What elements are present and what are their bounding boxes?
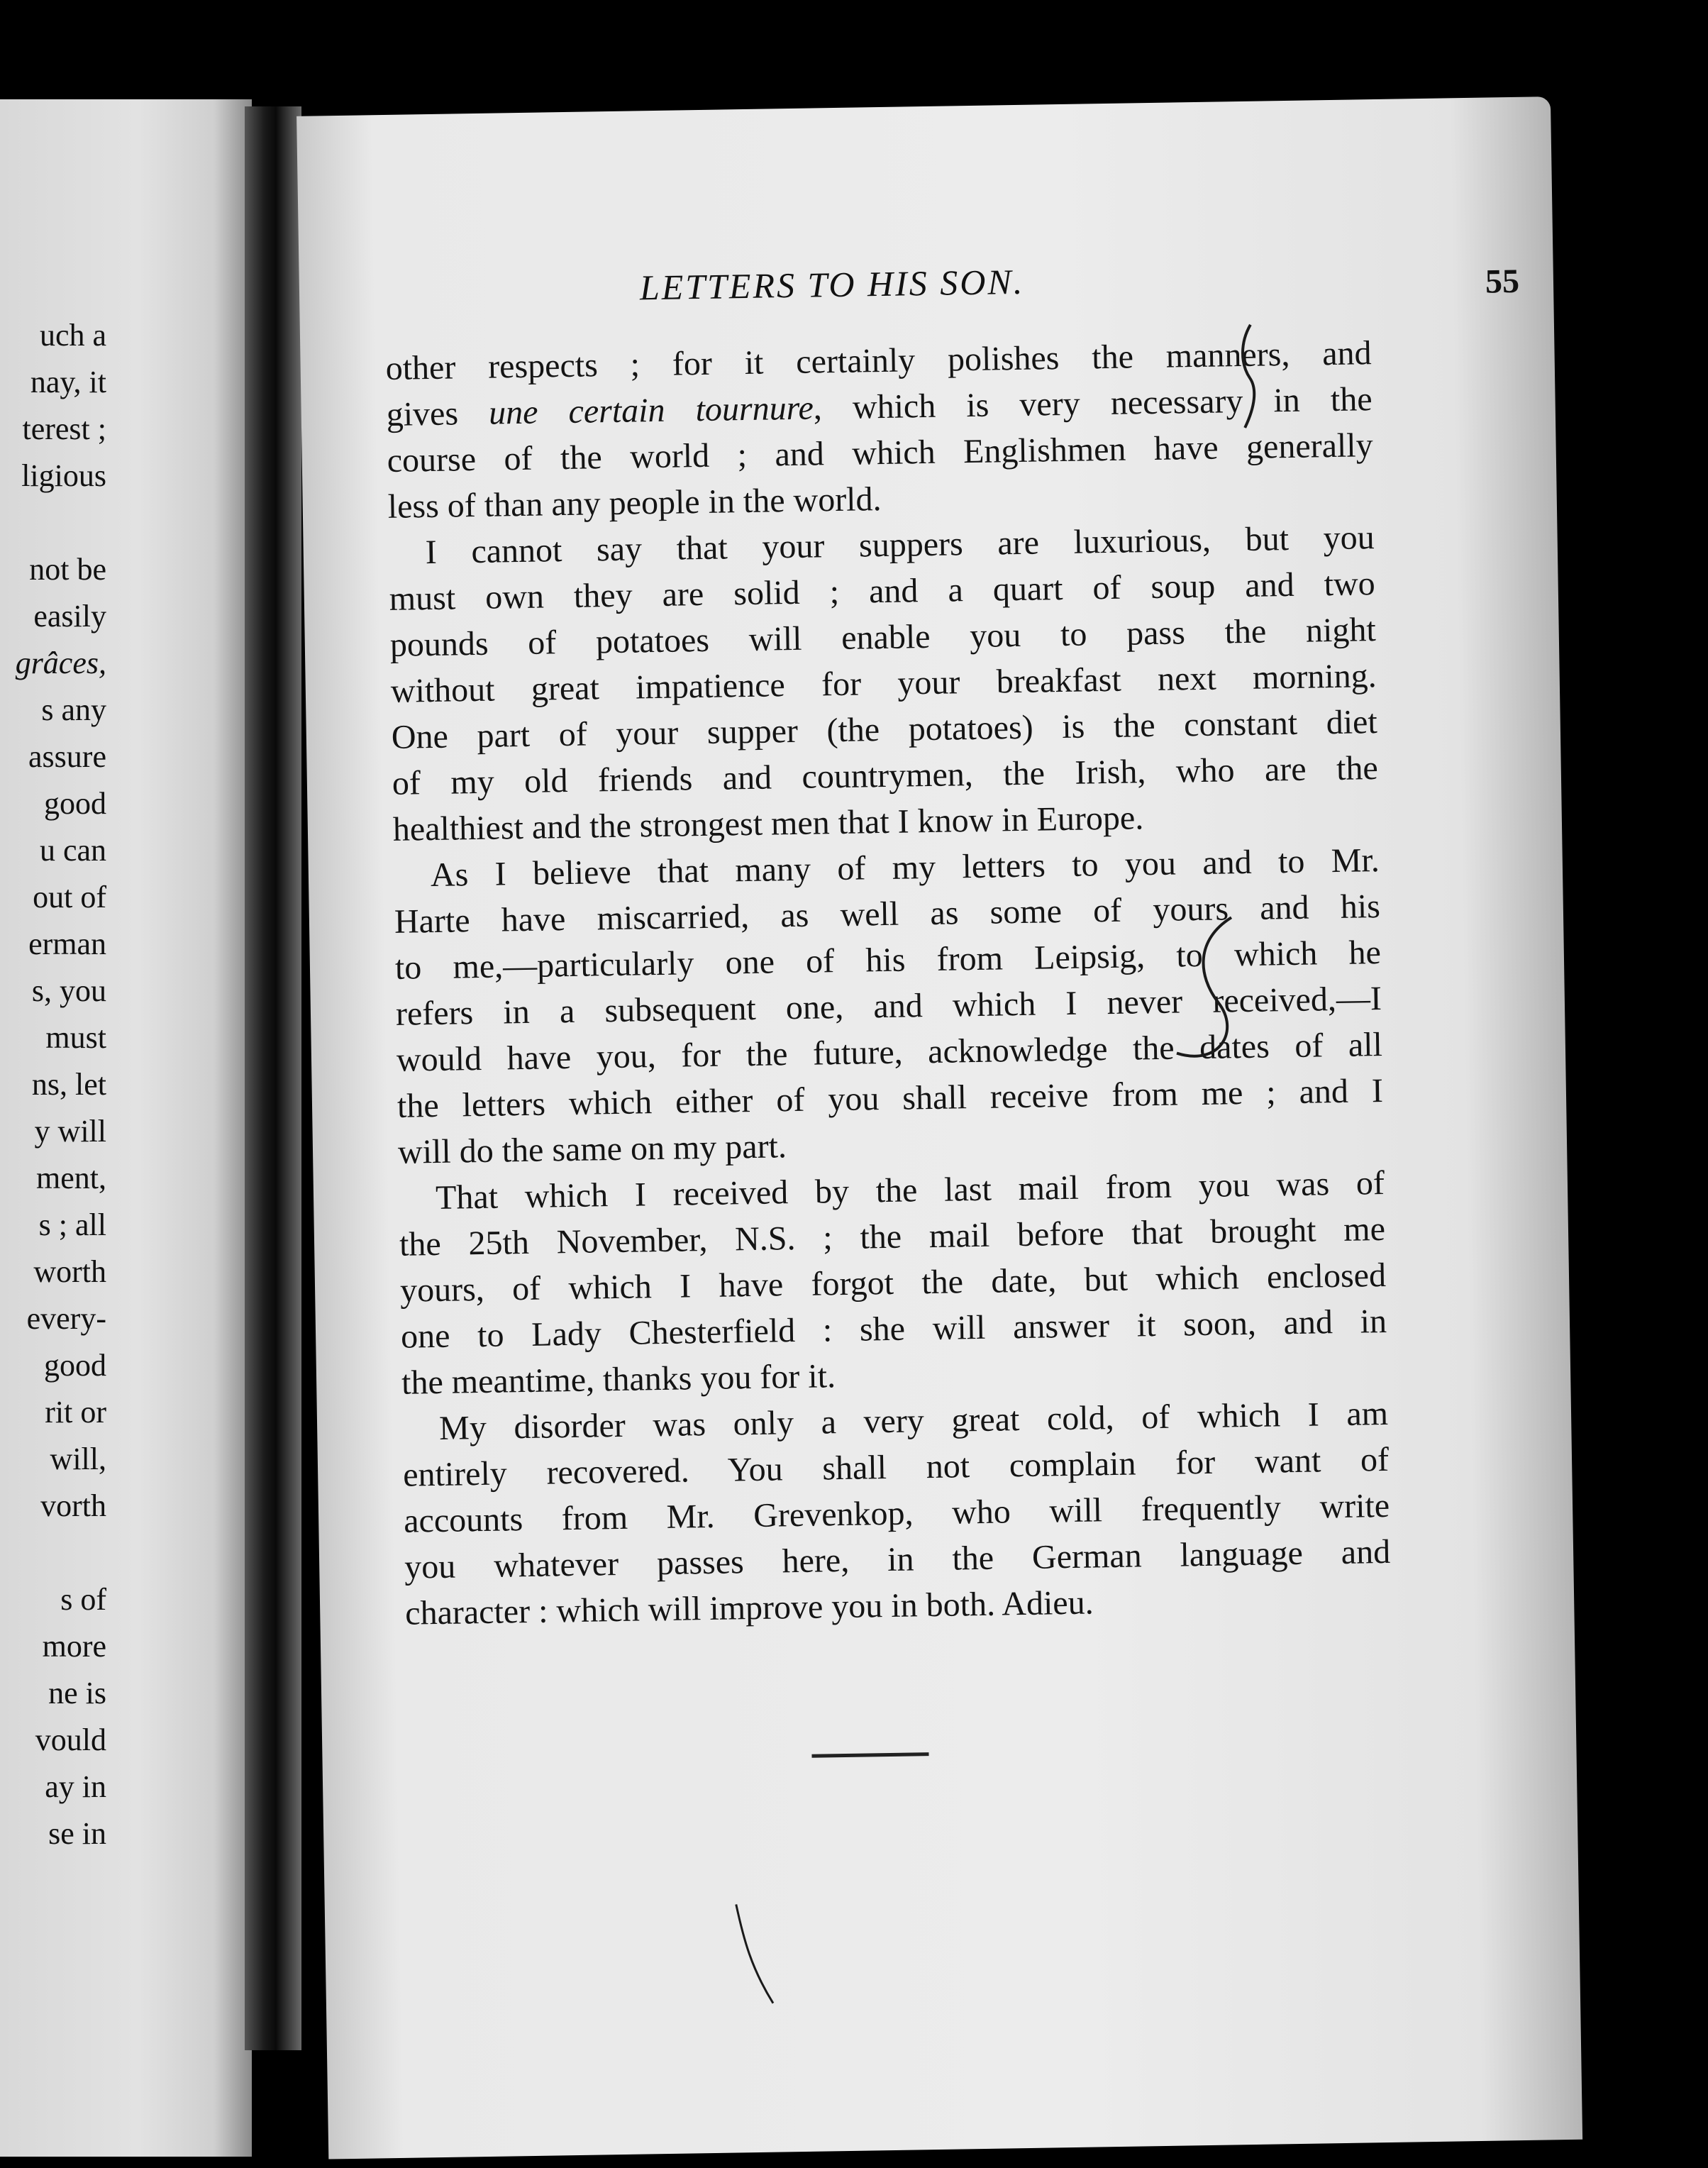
text-line: other respects ; for it certainly polishes the manners, and (385, 334, 1372, 387)
text-line: One part of your supper (the potatoes) is the constant diet (391, 703, 1378, 756)
left-line: grâces, (15, 646, 106, 680)
text-line: yours, of which I have forgot the date, but which enclosed (399, 1256, 1387, 1310)
running-head: LETTERS TO HIS SON. (639, 261, 1025, 308)
left-line: s of (60, 1582, 106, 1617)
left-line: s any (41, 692, 106, 727)
book-gutter (245, 106, 301, 2050)
left-line: erman (28, 927, 106, 961)
text-line: My disorder was only a very great cold, of which I am (438, 1394, 1389, 1447)
left-line: u can (39, 833, 106, 868)
text-line: the 25th November, N.S. ; the mail before that brought me (399, 1210, 1386, 1263)
text-line: you whatever passes here, in the German language and (404, 1532, 1391, 1586)
text-line: accounts from Mr. Grevenkop, who will frequently write (403, 1486, 1390, 1540)
left-line: more (42, 1629, 106, 1664)
left-line: ligious (21, 458, 106, 493)
left-line: se in (48, 1816, 106, 1851)
left-line: assure (28, 739, 106, 774)
text-line: refers in a subsequent one, and which I never received,—I (395, 980, 1382, 1033)
left-page-text (0, 312, 106, 1857)
text-line: entirely recovered. You shall not complain for want of (402, 1440, 1390, 1494)
pen-tick-mark (729, 1896, 788, 2011)
left-line-gap (0, 1530, 106, 1576)
left-line: good (44, 786, 106, 821)
pen-loop-mark (1146, 909, 1291, 1082)
text-line: the letters which either of you shall receive from me ; and I (396, 1071, 1384, 1125)
text-line: course of the world ; and which Englishmen have generally (387, 426, 1373, 480)
left-line: will, (50, 1442, 106, 1476)
left-line-gap (0, 499, 106, 546)
page-header (640, 253, 1520, 316)
text-line: of my old friends and countrymen, the Irish, who are the (392, 749, 1379, 802)
left-line: vorth (40, 1488, 106, 1523)
left-line: out of (33, 880, 106, 914)
right-page (296, 96, 1582, 2159)
left-line: worth (33, 1254, 106, 1289)
text-line: to me,—particularly one of his from Leipsig, to which he (394, 934, 1382, 987)
text-line: without great impatience for your breakfast next morning. (390, 657, 1377, 710)
left-line: vould (35, 1722, 106, 1757)
left-line: y will (34, 1114, 106, 1149)
left-line: uch a (39, 318, 106, 353)
left-line: s, you (31, 973, 106, 1008)
text-line: gives une certain tournure, which is very necessary in the (386, 380, 1372, 433)
text-line: will do the same on my part. (397, 1127, 787, 1171)
left-line: terest ; (22, 411, 106, 446)
left-line: good (44, 1348, 106, 1383)
pen-bracket-mark (1222, 321, 1281, 435)
text-line: character : which will improve you in both. Adieu. (404, 1583, 1094, 1632)
left-line: ne is (48, 1676, 106, 1710)
left-line: ment, (36, 1161, 106, 1195)
text-line: must own they are solid ; and a quart of soup and two (389, 565, 1376, 618)
text-line: healthiest and the strongest men that I know in Europe. (392, 799, 1144, 848)
left-line: nay, it (30, 365, 106, 399)
left-line: s ; all (38, 1207, 106, 1242)
page-number: 55 (1485, 262, 1520, 301)
text-line: Harte have miscarried, as well as some of yours and his (394, 887, 1381, 941)
left-facing-page (0, 99, 252, 2157)
text-line: the meantime, thanks you for it. (401, 1357, 836, 1402)
text-line: That which I received by the last mail from you was of (435, 1163, 1385, 1217)
section-end-rule (811, 1752, 928, 1758)
left-line: ay in (45, 1769, 106, 1804)
text-line: one to Lady Chesterfield : she will answer it soon, and in (400, 1302, 1387, 1356)
left-line: every- (26, 1301, 106, 1336)
left-line: easily (33, 599, 106, 634)
text-line: As I believe that many of my letters to you and to Mr. (430, 841, 1380, 895)
text-line: I cannot say that your suppers are luxurious, but you (425, 519, 1375, 572)
left-line: ns, let (31, 1067, 106, 1102)
left-line: not be (29, 552, 106, 587)
text-line: would have you, for the future, acknowledge the dates of all (396, 1026, 1383, 1079)
text-line: less of than any people in the world. (387, 480, 882, 526)
text-line: pounds of potatoes will enable you to pass the night (389, 611, 1377, 664)
left-line: must (45, 1020, 106, 1055)
left-line: rit or (45, 1395, 106, 1429)
